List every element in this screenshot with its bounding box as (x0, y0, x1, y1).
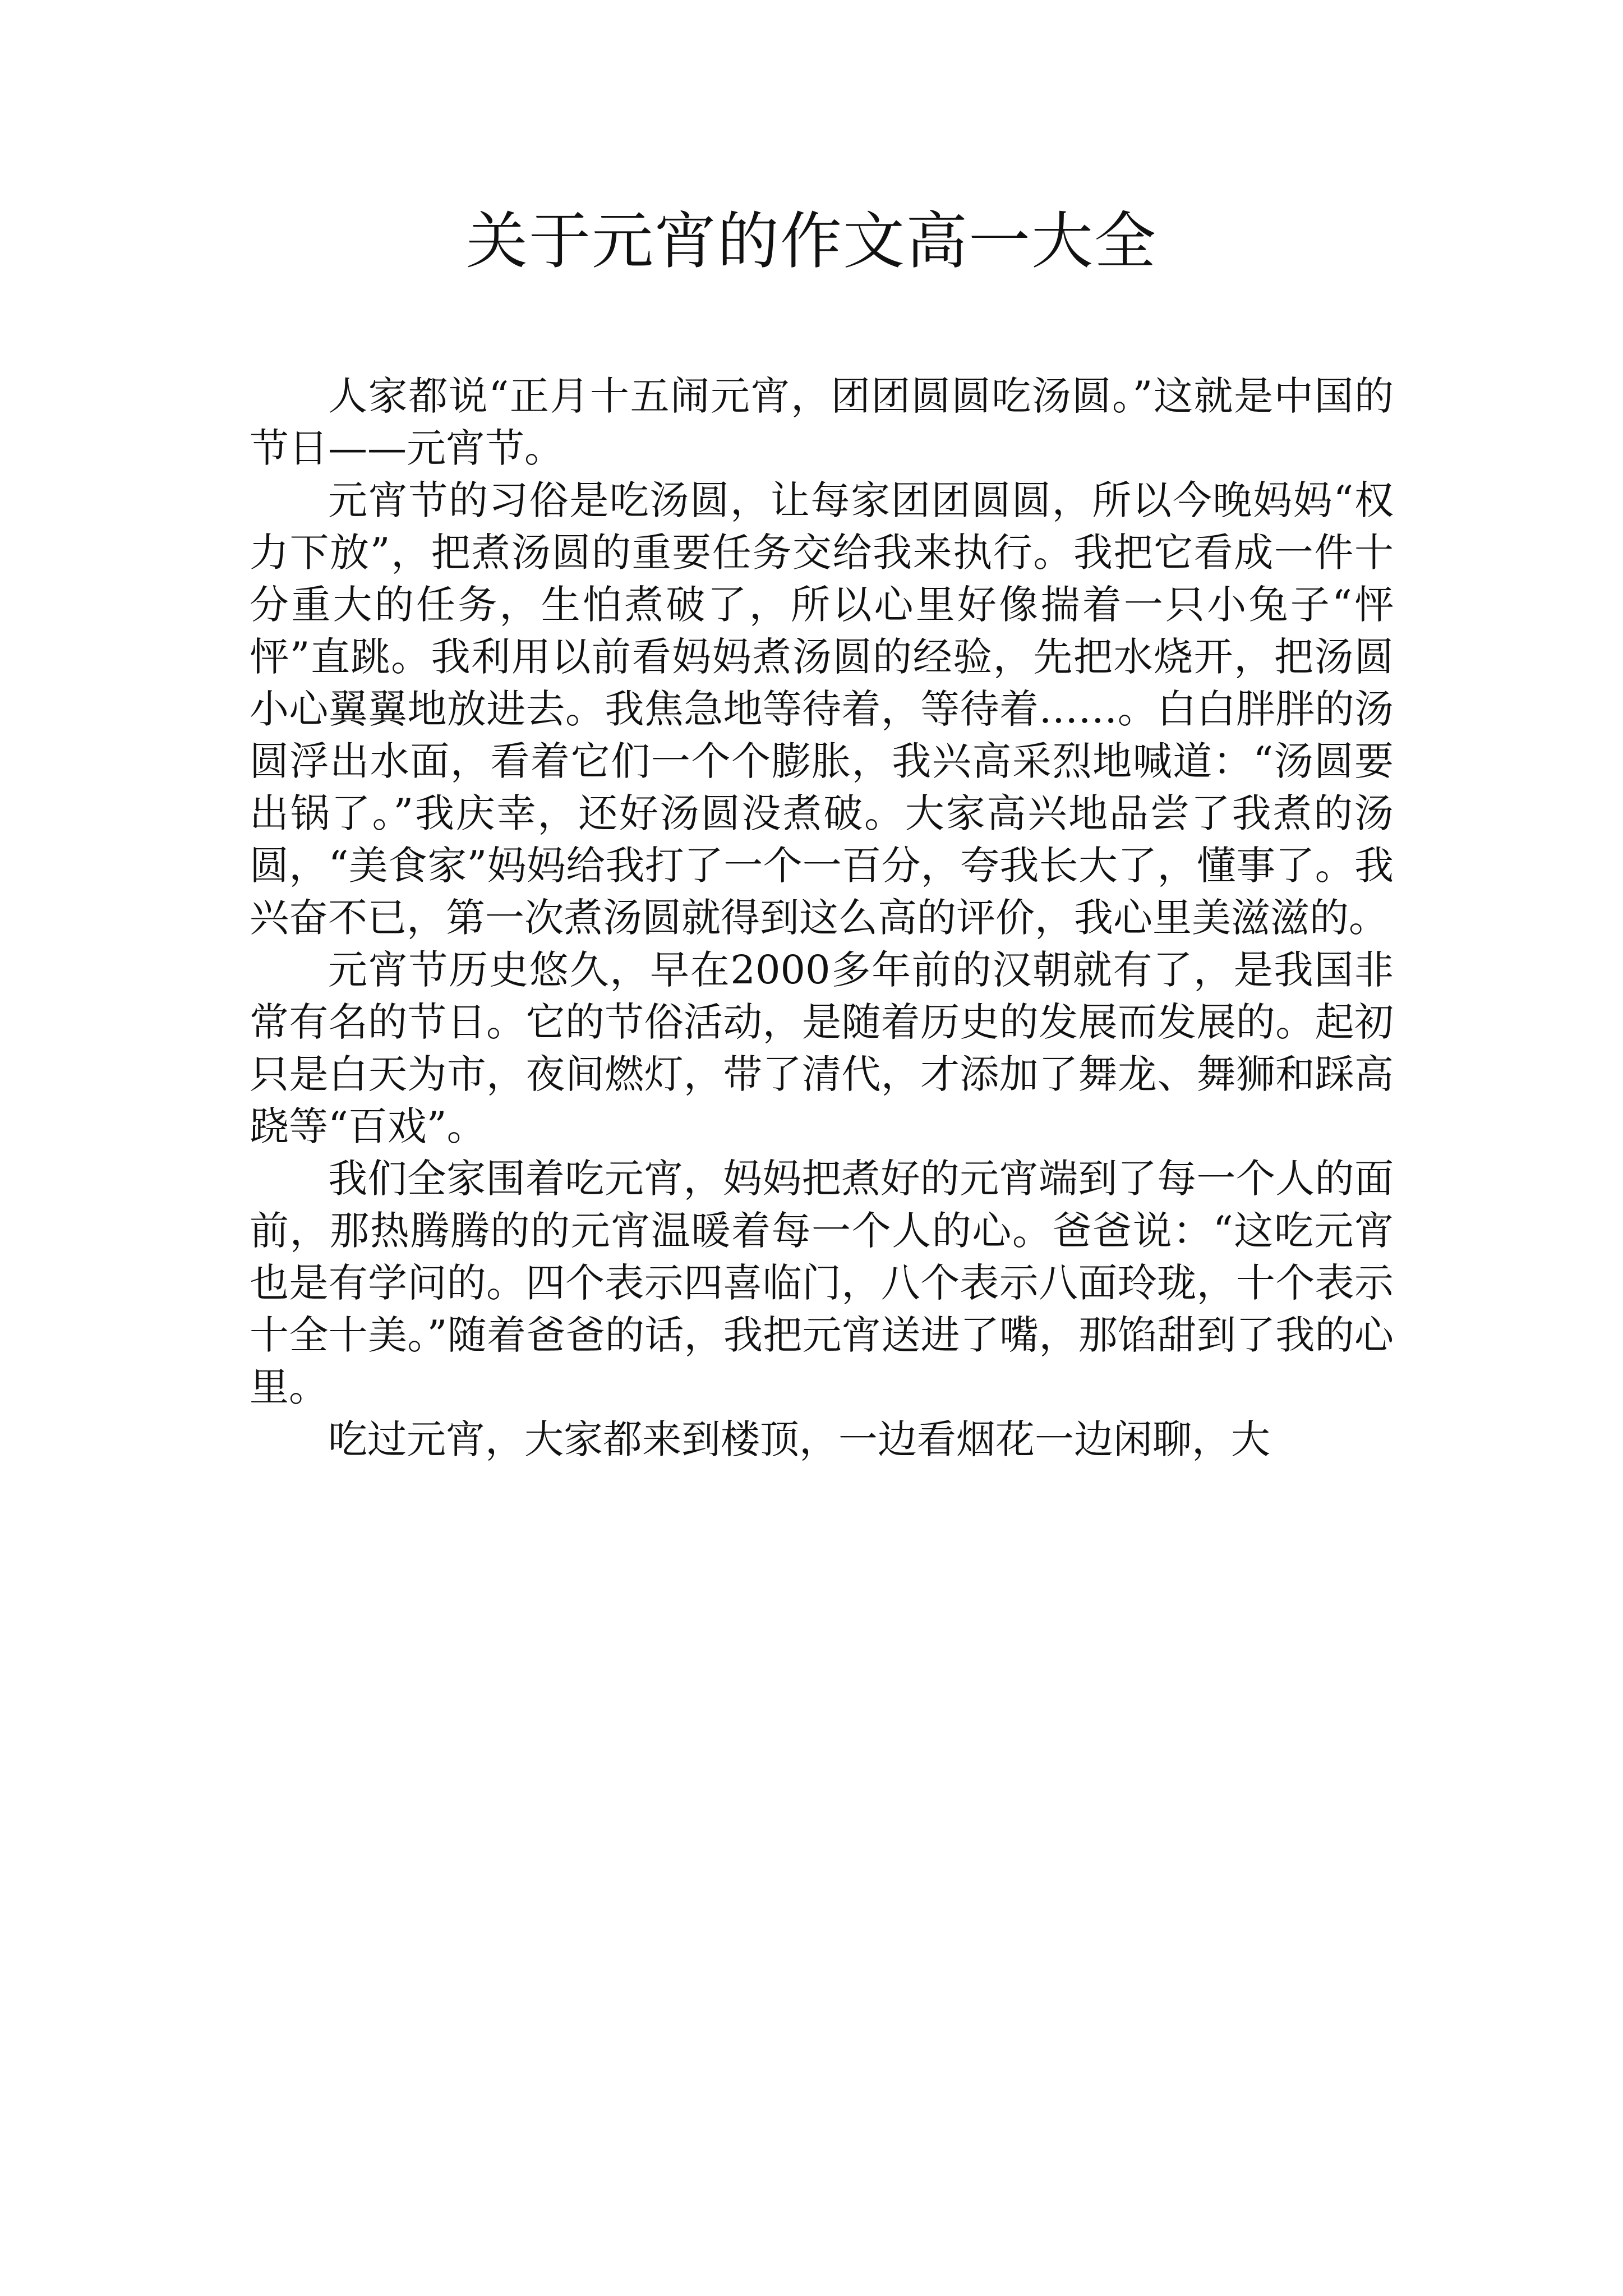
document-body (250, 370, 1394, 1466)
paragraph-1: 人家都说“正月十五闹元宵，团团圆圆吃汤圆。”这就是中国的节日——元宵节。 (250, 373, 1394, 471)
paragraph-4: 我们全家围着吃元宵，妈妈把煮好的元宵端到了每一个人的面前，那热腾腾的的元宵温暖着每一个人的心。爸爸说：“这吃元宵也是有学问的。四个表示四喜临门，八个表示八面玲珑，十个表示十全十美。”随着爸爸的话，我把元宵送进了嘴，那馅甜到了我的心里。 (250, 1156, 1394, 1410)
document-title: 关于元宵的作文高一大全 (466, 205, 1157, 277)
paragraph-3: 元宵节历史悠久，早在2000多年前的汉朝就有了，是我国非常有名的节日。它的节俗活动，是随着历史的发展而发展的。起初只是白天为市，夜间燃灯，带了清代，才添加了舞龙、舞狮和踩高跷等“百戏”。 (250, 947, 1394, 1149)
paragraph-5: 吃过元宵，大家都来到楼顶，一边看烟花一边闲聊，大 (328, 1416, 1270, 1462)
paragraph-2: 元宵节的习俗是吃汤圆，让每家团团圆圆，所以今晚妈妈“权力下放”，把煮汤圆的重要任务交给我来执行。我把它看成一件十分重大的任务，生怕煮破了，所以心里好像揣着一只小兔子“怦怦”直跳。我利用以前看妈妈煮汤圆的经验，先把水烧开，把汤圆小心翼翼地放进去。我焦急地等待着，等待着……。白白胖胖的汤圆浮出水面，看着它们一个个膨胀，我兴高采烈地喊道：“汤圆要出锅了。”我庆幸，还好汤圆没煮破。大家高兴地品尝了我煮的汤圆，“美食家”妈妈给我打了一个一百分，夸我长大了，懂事了。我兴奋不已，第一次煮汤圆就得到这么高的评价，我心里美滋滋的。 (250, 477, 1394, 941)
